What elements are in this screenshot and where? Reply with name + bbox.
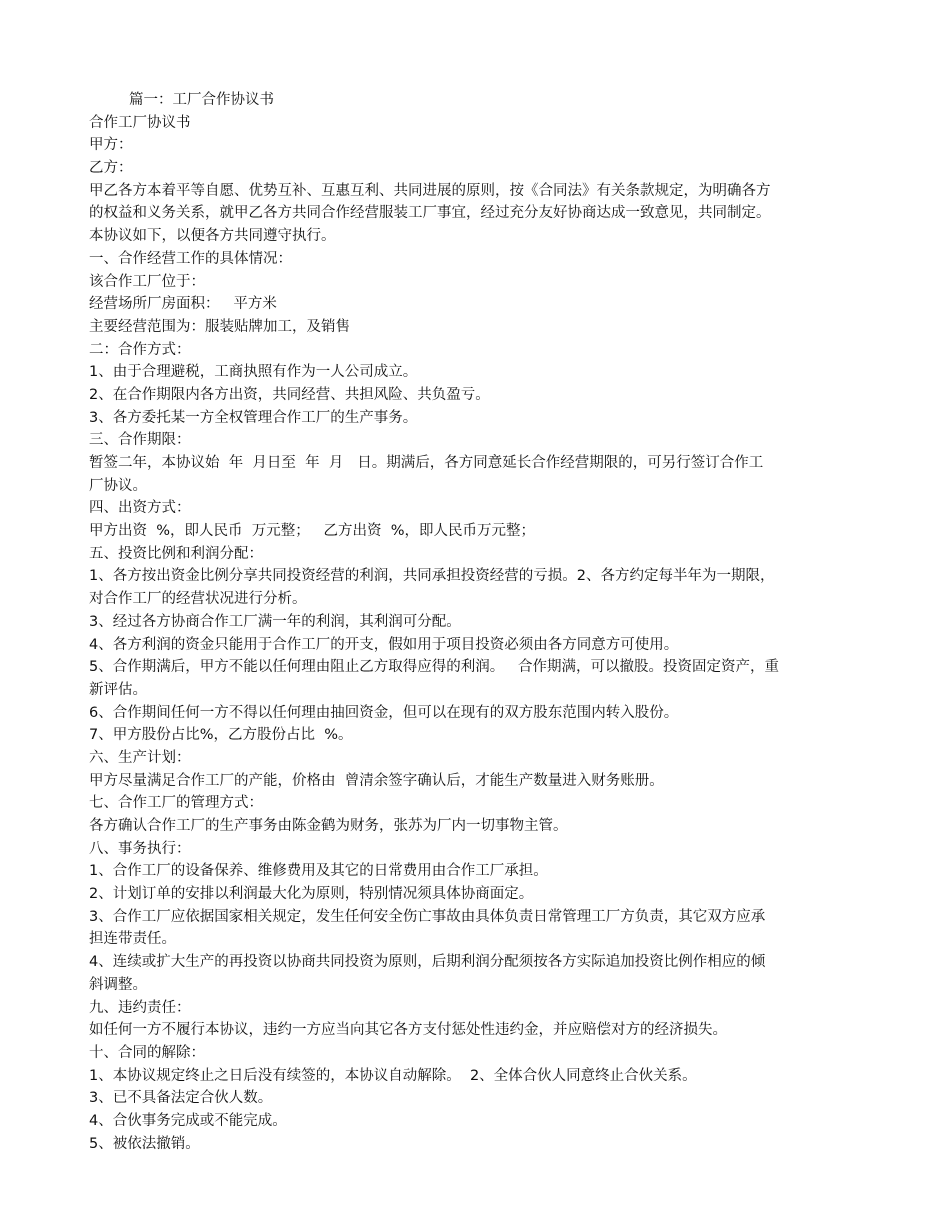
- text-line: 本协议如下，以便各方共同遵守执行。: [89, 228, 336, 245]
- text-line: 斜调整。: [89, 976, 147, 993]
- text-line: 甲方出资 %，即人民币 万元整； 乙方出资 %，即人民币万元整；: [89, 523, 536, 540]
- text-line: 4、各方利润的资金只能用于合作工厂的开支，假如用于项目投资必须由各方同意方可使用。: [89, 636, 679, 653]
- text-line: 一、合作经营工作的具体情况：: [89, 250, 292, 267]
- text-line: 甲方：: [89, 137, 133, 154]
- text-line: 担连带责任。: [89, 931, 176, 948]
- text-line: 1、各方按出资金比例分享共同投资经营的利润，共同承担投资经营的亏损。2、各方约定每半年为一期限，: [89, 568, 775, 585]
- text-line: 的权益和义务关系，就甲乙各方共同合作经营服装工厂事宜，经过充分友好协商达成一致意见，共同制定。: [89, 205, 771, 222]
- text-line: 经营场所厂房面积： 平方米: [89, 296, 277, 313]
- text-line: 2、在合作期限内各方出资，共同经营、共担风险、共负盈亏。: [89, 386, 490, 403]
- text-line: 如任何一方不履行本协议，违约一方应当向其它各方支付惩处性违约金，并应赔偿对方的经济损失。: [89, 1022, 727, 1039]
- text-line: 对合作工厂的经营状况进行分析。: [89, 591, 307, 608]
- text-line: 1、合作工厂的设备保养、维修费用及其它的日常费用由合作工厂承担。: [89, 863, 548, 880]
- text-line: 二：合作方式：: [89, 341, 191, 358]
- text-line: 3、已不具备法定合伙人数。: [89, 1090, 273, 1107]
- text-line: 3、合作工厂应依据国家相关规定，发生任何安全伤亡事故由具体负责日常管理工厂方负责，其它双方应承: [89, 908, 766, 925]
- text-line: 四、出资方式：: [89, 500, 191, 517]
- document-page: [89, 89, 861, 1155]
- text-line: 4、连续或扩大生产的再投资以协商共同投资为原则，后期利润分配须按各方实际追加投资比例作相应的倾: [89, 954, 766, 971]
- text-line: 2、计划订单的安排以利润最大化为原则，特别情况须具体协商面定。: [89, 886, 534, 903]
- text-line: 甲方尽量满足合作工厂的产能，价格由 曾清余签字确认后，才能生产数量进入财务账册。: [89, 772, 664, 789]
- text-line: 6、合作期间任何一方不得以任何理由抽回资金，但可以在现有的双方股东范围内转入股份。: [89, 704, 679, 721]
- text-line: 各方确认合作工厂的生产事务由陈金鹤为财务，张苏为厂内一切事物主管。: [89, 818, 568, 834]
- text-line: 七、合作工厂的管理方式：: [89, 795, 263, 812]
- text-line: 5、合作期满后，甲方不能以任何理由阻止乙方取得应得的利润。 合作期满，可以撤股。投资固定资产，重: [89, 659, 780, 676]
- text-line: 厂协议。: [89, 477, 147, 494]
- text-line: 六、生产计划：: [89, 749, 191, 766]
- text-line: 甲乙各方本着平等自愿、优势互补、互惠互利、共同进展的原则，按《合同法》有关条款规定，为明确各方: [89, 182, 771, 199]
- text-line: 暂签二年，本协议始 年 月日至 年 月 日。期满后，各方同意延长合作经营期限的，可另行签订合作工: [89, 455, 764, 471]
- text-line: 九、违约责任：: [89, 999, 191, 1016]
- text-line: 3、经过各方协商合作工厂满一年的利润，其利润可分配。: [89, 613, 461, 630]
- text-line: 三、合作期限：: [89, 432, 191, 449]
- text-line: 五、投资比例和利润分配：: [89, 545, 263, 562]
- text-line: 主要经营范围为：服装贴牌加工，及销售: [89, 318, 350, 335]
- text-line: 乙方：: [89, 160, 133, 177]
- text-line: 1、由于合理避税，工商执照有作为一人公司成立。: [89, 364, 418, 381]
- text-line: 合作工厂协议书: [89, 114, 191, 131]
- text-line: 新评估。: [89, 681, 147, 698]
- document-heading: 篇一：工厂合作协议书: [129, 92, 274, 108]
- text-line: 1、本协议规定终止之日后没有续签的，本协议自动解除。 2、全体合伙人同意终止合伙关系。: [89, 1067, 697, 1084]
- text-line: 3、各方委托某一方全权管理合作工厂的生产事务。: [89, 409, 418, 426]
- text-line: 八、事务执行：: [89, 840, 191, 857]
- text-line: 十、合同的解除：: [89, 1044, 205, 1061]
- text-line: 4、合伙事务完成或不能完成。: [89, 1112, 287, 1129]
- text-line: 该合作工厂位于：: [89, 273, 205, 290]
- text-line: 7、甲方股份占比%，乙方股份占比 %。: [89, 727, 353, 744]
- text-line: 5、被依法撤销。: [89, 1135, 200, 1152]
